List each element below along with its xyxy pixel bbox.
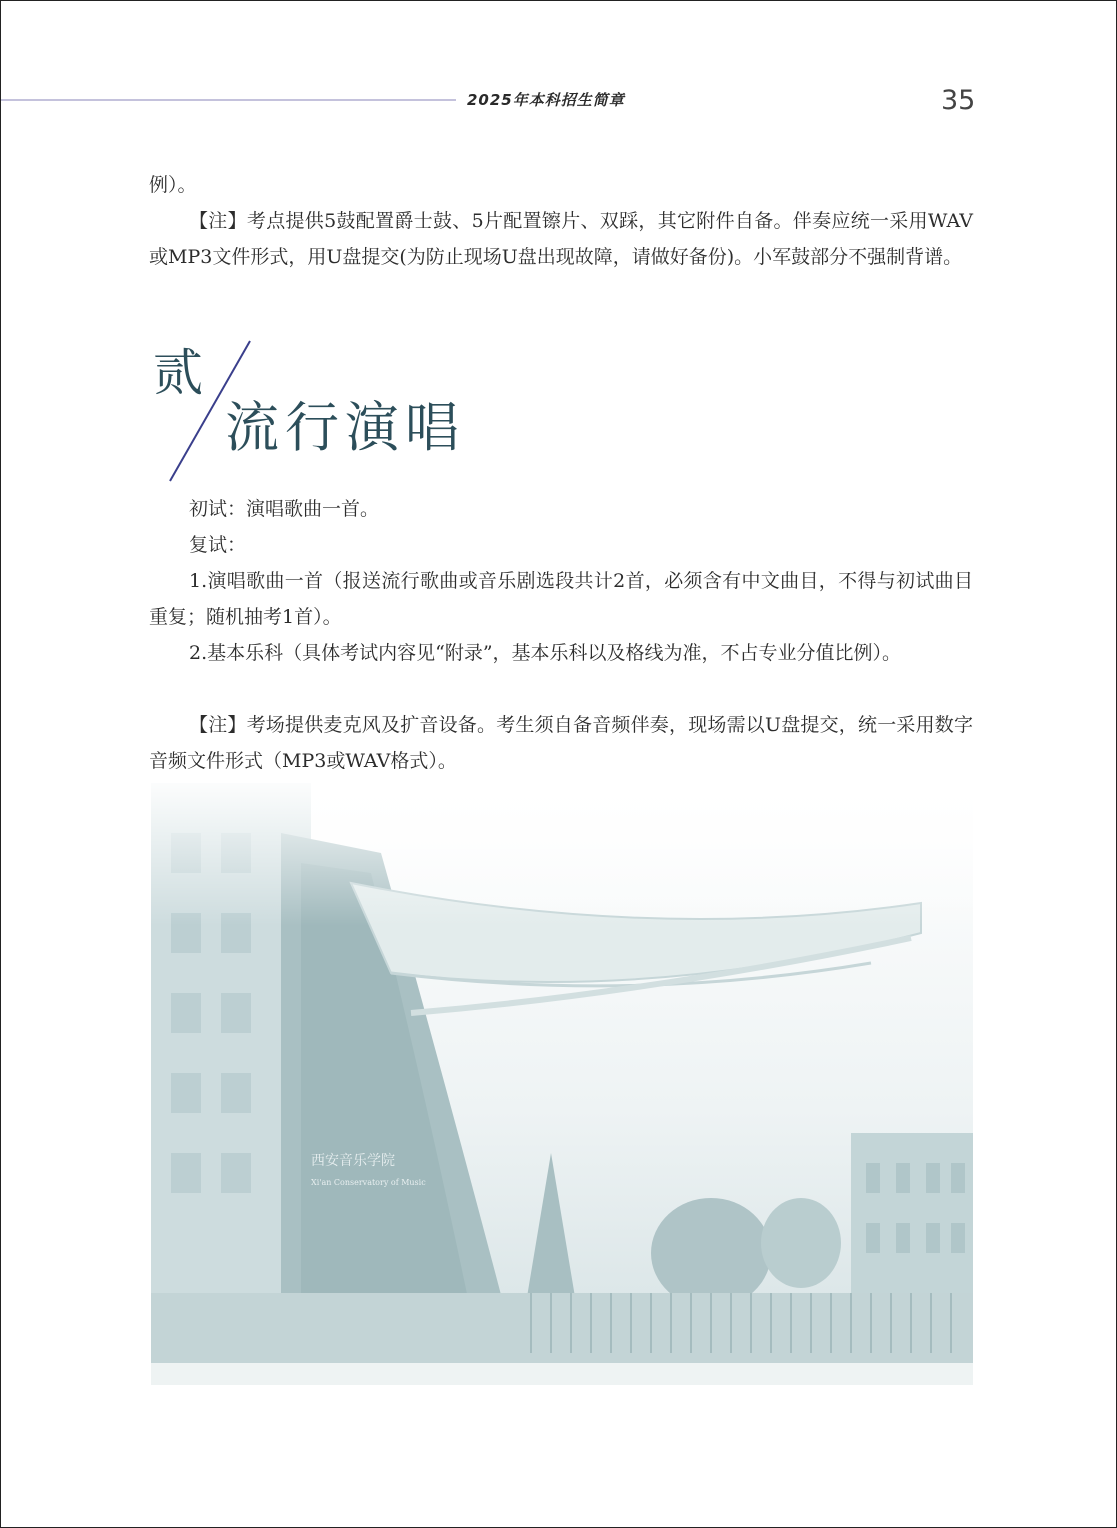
paragraph-1: 例）。	[149, 174, 197, 196]
header-title: 2025年本科招生简章	[467, 91, 625, 109]
drum-note-paragraph: 【注】考点提供5鼓配置爵士鼓、5片配置镲片、双踩，其它附件自备。伴奏应统一采用WAV或MP3文件形式，用U盘提交(为防止现场U盘出现故障，请做好备份)。小军鼓部分不强制背谱。	[149, 210, 973, 268]
second-exam-item-2: 2.基本乐科（具体考试内容见“附录”，基本乐科以及格线为准，不占专业分值比例）。	[189, 642, 902, 664]
campus-gate-photo	[151, 773, 973, 1385]
preliminary-exam-paragraph: 初试：演唱歌曲一首。	[189, 498, 380, 520]
second-exam-item-1: 1.演唱歌曲一首（报送流行歌曲或音乐剧选段共计2首，必须含有中文曲目，不得与初试曲目重复；随机抽考1首）。	[149, 570, 973, 628]
section-title: 流行演唱	[225, 396, 465, 459]
header-rule	[1, 99, 456, 101]
singing-note-paragraph: 【注】考场提供麦克风及扩音设备。考生须自备音频伴奏，现场需以U盘提交，统一采用数字音频文件形式（MP3或WAV格式）。	[149, 714, 973, 772]
page-number: 35	[941, 85, 976, 116]
section-number: 贰	[153, 344, 203, 402]
second-exam-heading: 复试：	[189, 534, 247, 556]
